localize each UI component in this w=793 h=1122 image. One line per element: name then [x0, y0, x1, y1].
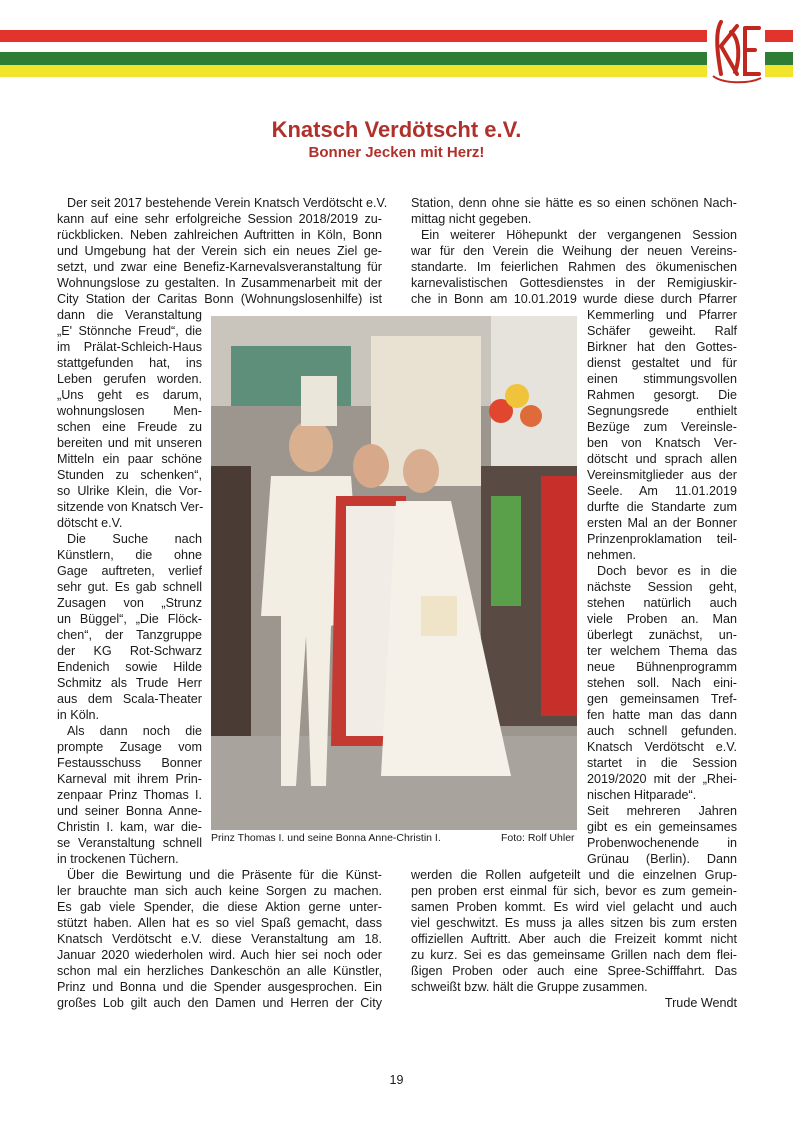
text-line: fen hatte man das dann	[587, 708, 737, 722]
text-line: dienst gestaltet und für	[587, 356, 737, 370]
text-line: Prinzenproklamation teil-	[587, 532, 737, 546]
article-subtitle: Bonner Jecken mit Herz!	[308, 144, 485, 161]
article-title: Knatsch Verdötscht e.V.	[271, 117, 522, 142]
text-line: zenpaar Prinz Thomas I.	[57, 788, 202, 802]
text-line: schweißt bzw. hält die Gruppe zusammen.	[411, 980, 648, 994]
photo-credit: Foto: Rolf Uhler	[501, 832, 575, 844]
text-line: Seele. Am 11.01.2019	[587, 484, 737, 498]
text-line: rückblicken. Neben zahlreichen Auftritten in Köln, Bonn	[57, 228, 382, 242]
text-line: so Ulrike Klein, die Vor-	[57, 484, 202, 498]
header-stripe-red	[0, 30, 793, 42]
text-line: Christin I. kam, war die-	[57, 820, 202, 834]
text-line: Prinz und Bonna und die Spender ausgesprochen. Ein	[57, 980, 382, 994]
text-line: Schäfer geweiht. Ralf	[587, 324, 737, 338]
text-line: Knatsch Verdötscht e.V.	[587, 740, 737, 754]
text-line: offiziellen Auftritt. Aber auch die Freizeit kommt nicht	[411, 932, 737, 946]
text-line: Vereinsmitglieder aus der	[587, 468, 737, 482]
text-line: stattgefunden hat, ins	[57, 356, 202, 370]
text-line: mittag nicht gegeben.	[411, 212, 532, 226]
text-line: prompte Zusage vom	[57, 740, 202, 754]
text-line: war für den Verein die Weihung der neuen Vereins-	[411, 244, 737, 258]
text-line: sehr gut. Es gab schnell	[57, 580, 202, 594]
text-line: überlegt zunächst, un-	[587, 628, 737, 642]
text-line: dötscht e.V.	[57, 516, 123, 530]
article-text-right-top	[411, 195, 737, 307]
text-line: Knatsch Verdötscht e.V. diese Veranstaltung am 18.	[57, 932, 382, 946]
text-line: Schmitz als Trude Herr	[57, 676, 202, 690]
text-line: ben von Knatsch Ver-	[587, 436, 737, 450]
text-line: Als dann noch die	[67, 724, 202, 738]
text-line: Seit mehreren Jahren	[587, 804, 737, 818]
text-line: werden die Rollen aufgeteilt und die einzelnen Grup-	[411, 868, 737, 882]
text-line: dötscht und sprach allen	[587, 452, 737, 466]
text-line: chen“, der Tanzgruppe	[57, 628, 202, 642]
text-line: pen proben erst einmal für sich, bevor es zum gemein-	[411, 884, 737, 898]
article-photo	[211, 316, 577, 830]
text-line: standarte. Im feierlichen Rahmen des ökumenischen	[411, 260, 737, 274]
text-line: ßigen Proben oder auch eine Spree-Schifffahrt. Das	[411, 964, 737, 978]
text-line: che in Bonn am 10.01.2019 wurde diese durch Pfarrer	[411, 292, 737, 306]
text-line: startet in die Session	[587, 756, 737, 770]
text-line: Leben gerufen worden.	[57, 372, 202, 386]
text-line: samen Proben kommt. Es wird viel gelacht und auch	[411, 900, 737, 914]
text-line: in Köln.	[57, 708, 100, 722]
text-line: Station, denn ohne sie hätte es so einen schönen Nach-	[411, 196, 737, 210]
text-line: nehmen.	[587, 548, 637, 562]
text-line: un Büggel“, „Die Flöck-	[57, 612, 202, 626]
page-number: 19	[389, 1073, 404, 1087]
article-text-left-bottom	[57, 867, 382, 1011]
text-line: „Uns geht es darum,	[57, 388, 202, 402]
text-line: Segnungsrede enthielt	[587, 404, 737, 418]
text-line: ersten Mal an der Bonner	[587, 516, 737, 530]
text-line: Künstlern, die ohne	[57, 548, 202, 562]
photo-caption: Prinz Thomas I. und seine Bonna Anne-Christin I.	[211, 832, 441, 844]
text-line: und seiner Bonna Anne-	[57, 804, 202, 818]
text-line: sitzende von Knatsch Ver-	[57, 500, 204, 514]
text-line: stehen natürlich auch	[587, 596, 737, 610]
article-text-left-top	[57, 195, 388, 307]
article-text-right-bottom	[411, 867, 737, 1011]
text-line: „E' Stönnche Freud“, die	[57, 324, 202, 338]
header-stripe-yellow	[0, 65, 793, 77]
club-logo	[707, 12, 765, 88]
text-line: Doch bevor es in die	[597, 564, 737, 578]
text-line: setzt, und zwar eine Benefiz-Karnevalsveranstaltung für	[57, 260, 382, 274]
text-line: der KG Rot-Schwarz	[57, 644, 202, 658]
text-line: Januar 2020 wiederholen wird. Auch hier sei noch oder	[57, 948, 382, 962]
header-stripe-green	[0, 52, 793, 65]
text-line: dann die Veranstaltung	[57, 308, 202, 322]
text-line: se Veranstaltung schnell	[57, 836, 202, 850]
text-line: zu kurz. Sei es das gemeinsame Grillen nach dem flei-	[411, 948, 737, 962]
text-line: stehen soll. Nach eini-	[587, 676, 737, 690]
text-line: Kemmerling und Pfarrer	[587, 308, 737, 322]
text-line: in trockenen Tüchern.	[57, 852, 179, 866]
text-line: großes Lob gilt auch den Damen und Herren der City	[57, 996, 382, 1010]
text-line: durfte die Standarte zum	[587, 500, 737, 514]
text-line: Grünau (Berlin). Dann	[587, 852, 737, 866]
text-line: ter welchem Thema das	[587, 644, 737, 658]
text-line: Wohnungslose zu gestalten. In Zusammenarbeit mit der	[57, 276, 382, 290]
text-line: viel geschwitzt. Es muss ja alles sitzen bis zum ersten	[411, 916, 737, 930]
text-line: Festausschuss Bonner	[57, 756, 202, 770]
text-line: viele Proben an. Man	[587, 612, 737, 626]
text-line: Ein weiterer Höhepunkt der vergangenen Session	[421, 228, 737, 242]
text-line: Es gab viele Spender, die diese Aktion gerne unter-	[57, 900, 382, 914]
text-line: Karneval mit ihrem Prin-	[57, 772, 202, 786]
text-line: gibt es ein gemeinsames	[587, 820, 737, 834]
text-line: Der seit 2017 bestehende Verein Knatsch Verdötscht e.V.	[67, 196, 388, 210]
text-line: aus dem Scala-Theater	[57, 692, 202, 706]
text-line: Rahmen gesorgt. Die	[587, 388, 737, 402]
text-line: auch schnell gefunden.	[587, 724, 737, 738]
text-line: Bezüge zum Vereinsle-	[587, 420, 737, 434]
text-line: wohnungslosen Men-	[57, 404, 202, 418]
article-text-left-narrow	[57, 307, 202, 867]
text-line: gen gemeinsamen Tref-	[587, 692, 737, 706]
text-line: nischen Hitparade“.	[587, 788, 697, 802]
text-line: nächste Session geht,	[587, 580, 737, 594]
text-line: neue Bühnenprogramm	[587, 660, 737, 674]
author-name: Trude Wendt	[664, 996, 737, 1010]
article-text-right-narrow	[587, 307, 737, 867]
text-line: Gage auftreten, verlief	[57, 564, 202, 578]
text-line: schen eine Freude zu	[57, 420, 202, 434]
text-line: kann auf eine sehr erfolgreiche Session 2018/2019 zu-	[57, 212, 382, 226]
text-line: stützt haben. Allen hat es so viel Spaß gemacht, dass	[57, 916, 382, 930]
text-line: Endenich sowie Hilde	[57, 660, 202, 674]
text-line: Über die Bewirtung und die Präsente für die Künst-	[67, 868, 382, 882]
text-line: Stunden zu schenken“,	[57, 468, 202, 482]
text-line: Birkner hat den Gottes-	[587, 340, 737, 354]
text-line: Die Suche nach	[67, 532, 202, 546]
text-line: Mitteln ein paar schöne	[57, 452, 202, 466]
text-line: karnevalistischen Gottesdienstes in der Remigiuskir-	[411, 276, 737, 290]
text-line: Probenwochenende in	[587, 836, 737, 850]
text-line: ler brauchte man sich auch keine Sorgen zu machen.	[57, 884, 382, 898]
text-line: einen stimmungsvollen	[587, 372, 737, 386]
text-line: bereiten und mit unseren	[57, 436, 202, 450]
text-line: Zusagen von „Strunz	[57, 596, 202, 610]
text-line: schon mal ein herzliches Dankeschön an alle Künstler,	[57, 964, 382, 978]
text-line: und Umgebung hat der Verein sich ein neues Ziel ge-	[57, 244, 382, 258]
text-line: City Station der Caritas Bonn (Wohnungslosenhilfe) ist	[57, 292, 382, 306]
text-line: im Prälat-Schleich-Haus	[57, 340, 202, 354]
text-line: 2019/2020 mit der „Rhei-	[587, 772, 737, 786]
